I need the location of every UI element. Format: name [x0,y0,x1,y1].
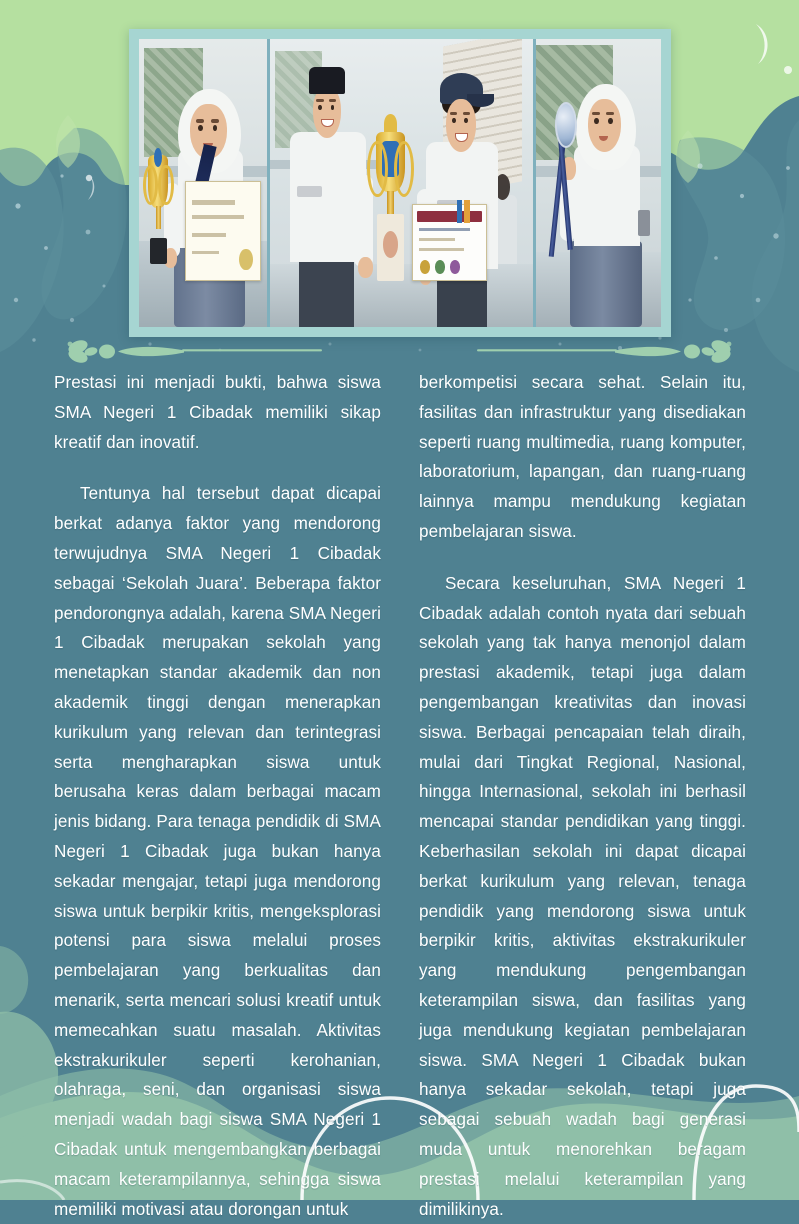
photo-center [270,39,533,327]
paragraph: berkompetisi secara sehat. Selain itu, fasilitas dan infrastruktur yang disediakan seperti ruang multimedia, ruang komputer, laboratorium, lapangan, dan ruang-ruang lainnya mampu mendukung kegiatan pembelajaran siswa. [419,373,746,541]
paragraph: Secara keseluruhan, SMA Negeri 1 Cibadak adalah contoh nyata dari sebuah sekolah yang tak hanya menonjol dalam prestasi akademik, tetapi juga dalam pengembangan kreativitas dan inovasi siswa. Berbagai pencapaian telah diraih, mulai dari Tingkat Regional, Nasional, hingga Internasional, sekolah ini berhasil mencapai standar pendidikan yang tinggi. Keberhasilan sekolah ini dapat dicapai berkat kurikulum yang relevan, tenaga pendidik yang mendorong siswa untuk berpikir kritis, aktivitas ekstrakurikuler yang mendukung pengembangan keterampilan siswa, dan fasilitas yang juga mendukung kegiatan pembelajaran siswa. SMA Negeri 1 Cibadak bukan hanya sekadar sekolah, tetapi juga sebagai sebuah wadah bagi generasi muda untuk menorehkan beragam prestasi melalui keterampilan yang dimilikinya. [419,573,746,1219]
leaf-vine-mirrored-icon [477,338,737,364]
column-left [54,368,381,1219]
photo-right [536,39,661,327]
photo-collage-frame [129,29,671,337]
paragraph: Tentunya hal tersebut dapat dicapai berkat adanya faktor yang mendorong terwujudnya SMA Negeri 1 Cibadak sebagai ‘Sekolah Juara’. Beberapa faktor pendorongnya adalah, karena SMA Negeri 1 Cibadak merupakan sekolah yang menetapkan standar akademik dan non akademik tinggi dengan menerapkan kurikulum yang relevan dan terintegrasi serta mengharapkan siswa untuk berusaha keras dalam berbagai macam jenis bidang. Para tenaga pendidik di SMA Negeri 1 Cibadak juga bukan hanya sekadar mengajar, tetapi juga mendorong siswa untuk berpikir kritis, mengeksplorasi potensi para siswa melalui proses pembelajaran yang berkualitas dan menarik, serta mencari solusi kreatif untuk memecahkan suatu masalah. Aktivitas ekstrakurikuler seperti kerohanian, olahraga, seni, dan organisasi siswa menjadi wadah bagi siswa SMA Negeri 1 Cibadak untuk mengembangkan berbagai macam keterampilannya, sehingga siswa memiliki motivasi atau dorongan untuk [54,484,381,1219]
photo-collage [139,39,661,327]
article-body [54,368,746,1219]
photo-left [139,39,267,327]
paragraph: Prestasi ini menjadi bukti, bahwa siswa SMA Negeri 1 Cibadak memiliki sikap kreatif dan inovatif. [54,373,381,452]
ornament-left [62,338,322,364]
leaf-vine-icon [62,338,322,364]
column-right [419,368,746,1219]
ornament-right [477,338,737,364]
